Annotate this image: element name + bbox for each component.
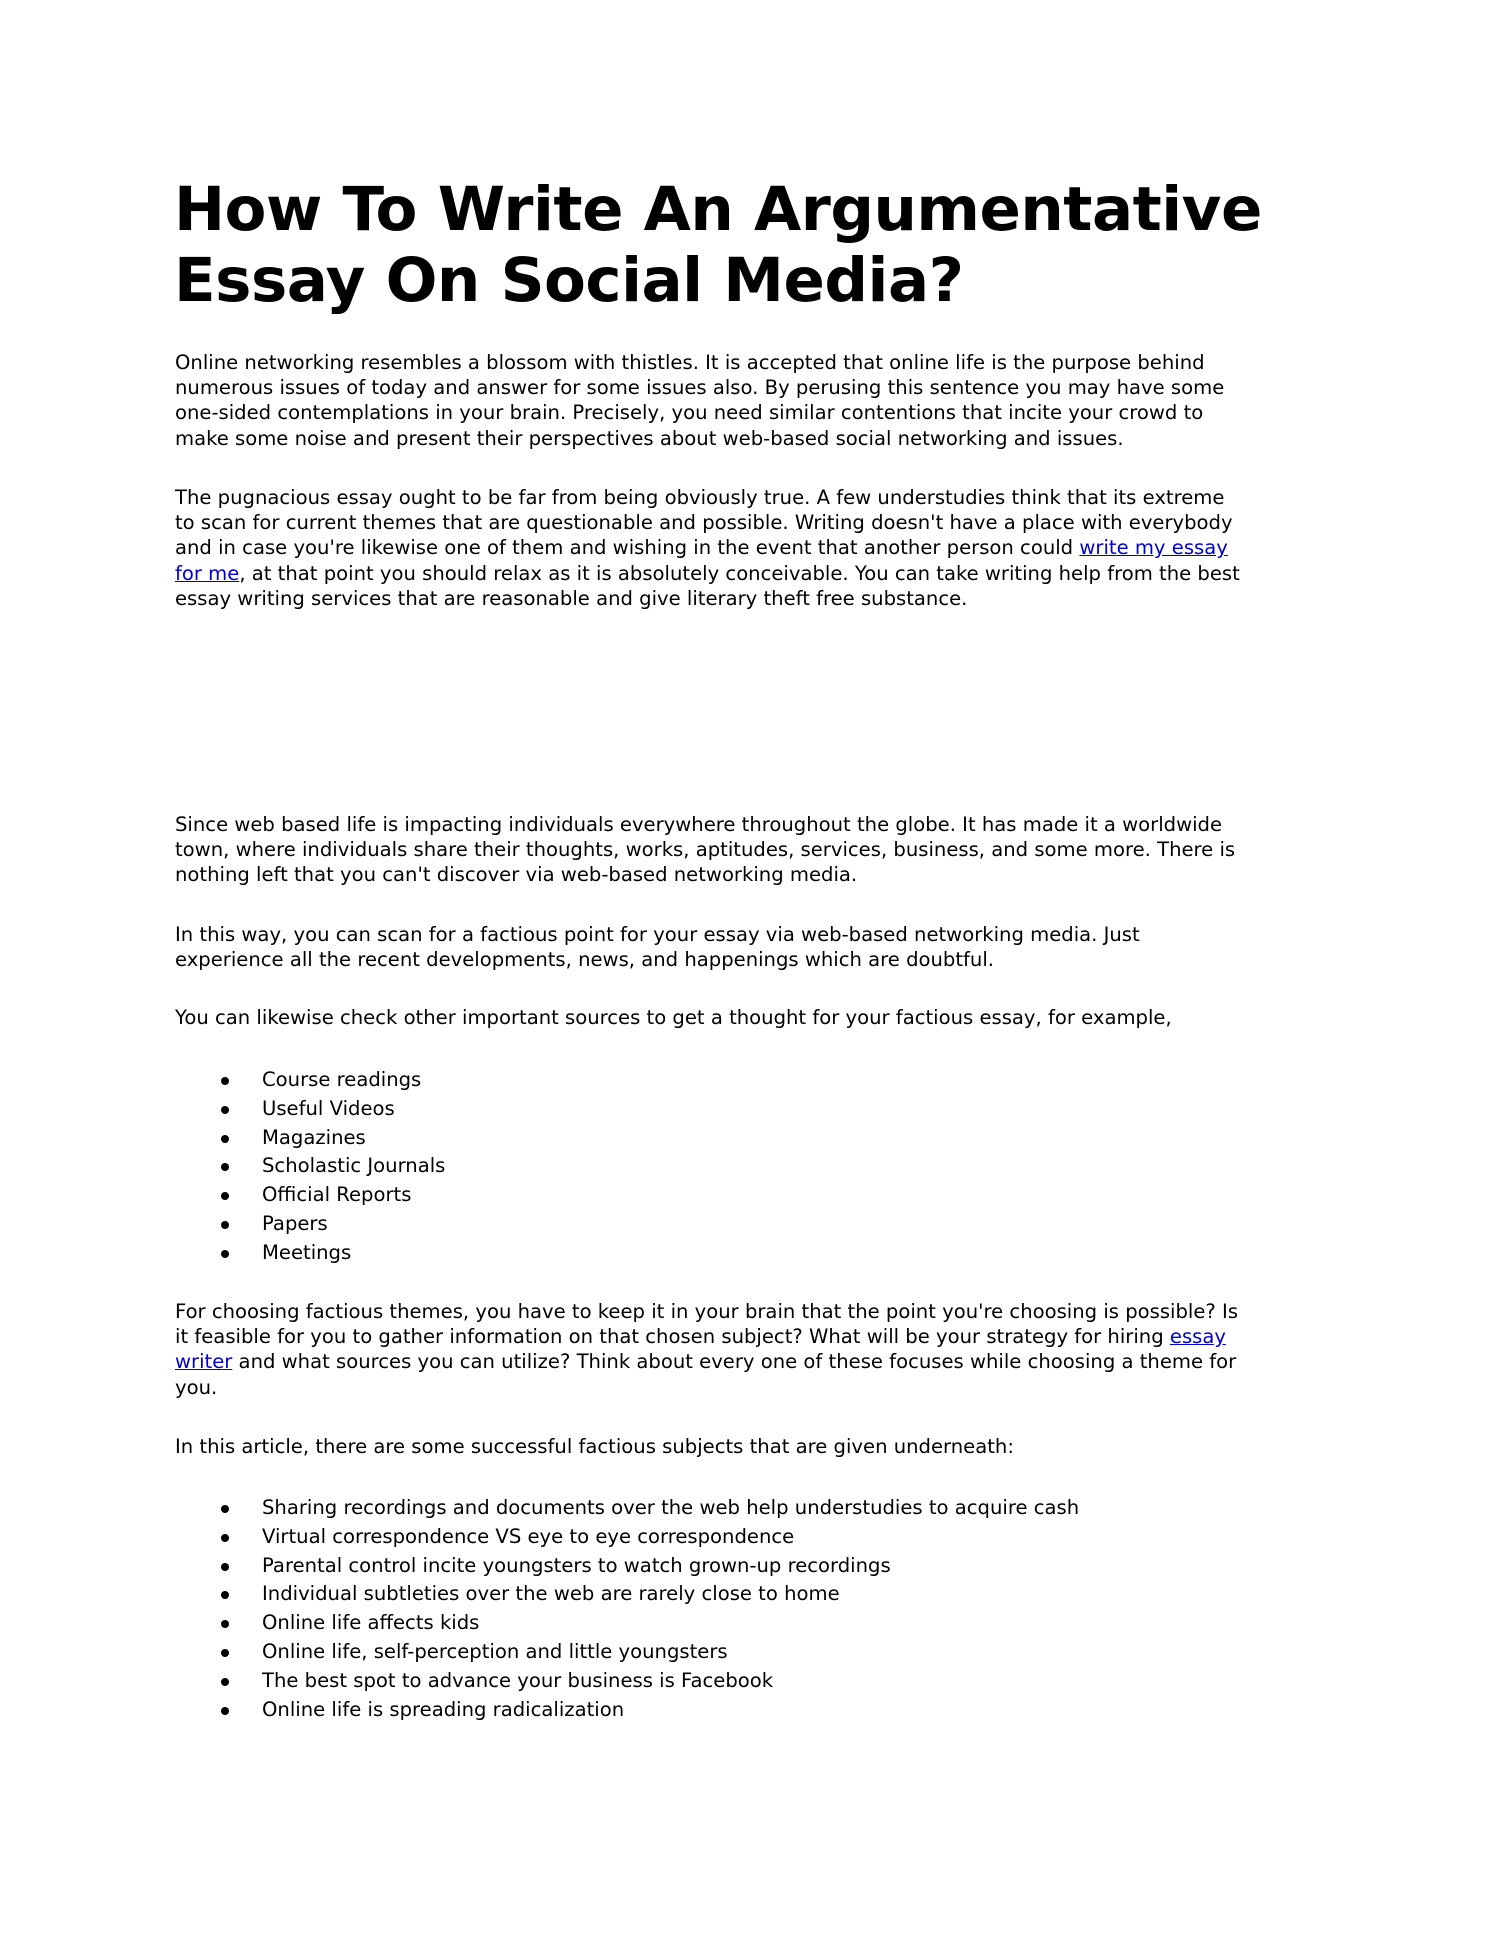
bullet-icon: [221, 1192, 229, 1200]
text-line: essay writing services that are reasonable and give literary theft free substance.: [175, 586, 968, 610]
list-item-text: Online life, self-perception and little youngsters: [262, 1639, 728, 1663]
bullet-icon: [221, 1135, 229, 1143]
list-item: [175, 1638, 1079, 1667]
list-item: [175, 1152, 445, 1181]
text-line: numerous issues of today and answer for some issues also. By perusing this sentence you may have some: [175, 376, 1225, 400]
write-my-essay-link-continued[interactable]: for me: [175, 561, 240, 585]
list-item-text: Useful Videos: [262, 1096, 395, 1120]
title-line: Essay On Social Media?: [174, 245, 964, 316]
list-item-text: Magazines: [262, 1125, 366, 1149]
bullet-icon: [221, 1591, 229, 1599]
list-item-text: Online life is spreading radicalization: [262, 1697, 625, 1721]
paragraph-intro: [175, 350, 1224, 451]
paragraph-sources-intro: [175, 1005, 1172, 1030]
list-item: [175, 1523, 1079, 1552]
list-item: [175, 1494, 1079, 1523]
subjects-list: [175, 1494, 1079, 1724]
list-item-text: Parental control incite youngsters to watch grown-up recordings: [262, 1553, 891, 1577]
bullet-icon: [221, 1106, 229, 1114]
text-line: [175, 1349, 1238, 1374]
list-item-text: Meetings: [262, 1240, 352, 1264]
title-line: How To Write An Argumentative: [174, 174, 1262, 245]
list-item-text: Scholastic Journals: [262, 1154, 446, 1178]
paragraph-web-life: [175, 812, 1235, 888]
list-item-text: Official Reports: [262, 1183, 412, 1207]
list-item: [175, 1210, 445, 1239]
list-item: [175, 1066, 445, 1095]
essay-writer-link[interactable]: essay: [1169, 1325, 1226, 1349]
bullet-icon: [221, 1505, 229, 1513]
text-segment: and in case you're likewise one of them and wishing in the event that another person could: [175, 536, 1080, 560]
text-line: experience all the recent developments, news, and happenings which are doubtful.: [175, 948, 995, 972]
list-item-text: Sharing recordings and documents over the web help understudies to acquire cash: [262, 1496, 1080, 1519]
text-line: to scan for current themes that are questionable and possible. Writing doesn't have a place with everybody: [175, 511, 1233, 535]
text-line: The pugnacious essay ought to be far from being obviously true. A few understudies think that its extreme: [175, 486, 1225, 509]
list-item: [175, 1095, 445, 1124]
bullet-icon: [221, 1649, 229, 1657]
list-item-text: Course readings: [262, 1068, 422, 1091]
bullet-icon: [221, 1250, 229, 1258]
list-item-text: Papers: [262, 1211, 328, 1235]
list-item: [175, 1580, 1079, 1609]
text-line: You can likewise check other important sources to get a thought for your factious essay, for example,: [175, 1006, 1172, 1029]
list-item: [175, 1239, 445, 1268]
bullet-icon: [221, 1534, 229, 1542]
text-line: nothing left that you can't discover via web-based networking media.: [175, 863, 858, 887]
text-line: [175, 535, 1240, 560]
text-line: town, where individuals share their thoughts, works, aptitudes, services, business, and some more. There is: [175, 838, 1236, 862]
paragraph-scan: [175, 922, 1140, 972]
bullet-icon: [221, 1620, 229, 1628]
paragraph-subjects-intro: [175, 1434, 1014, 1459]
text-line: [175, 1324, 1238, 1349]
text-line: For choosing factious themes, you have to keep it in your brain that the point you're choosing is possible? Is: [175, 1300, 1239, 1323]
text-line: [175, 561, 1240, 586]
list-item: [175, 1181, 445, 1210]
bullet-icon: [221, 1221, 229, 1229]
text-line: In this article, there are some successful factious subjects that are given underneath:: [175, 1435, 1014, 1458]
bullet-icon: [221, 1563, 229, 1571]
list-item: [175, 1696, 1079, 1725]
list-item-text: Individual subtleties over the web are rarely close to home: [262, 1582, 840, 1606]
bullet-icon: [221, 1707, 229, 1715]
text-line: you.: [175, 1375, 218, 1399]
list-item: [175, 1609, 1079, 1638]
sources-list: [175, 1066, 445, 1268]
list-item-text: Online life affects kids: [262, 1611, 480, 1635]
text-line: In this way, you can scan for a factious point for your essay via web-based networking media. Just: [175, 923, 1140, 946]
text-segment: , at that point you should relax as it is absolutely conceivable. You can take writing help from the best: [239, 561, 1240, 585]
text-line: Online networking resembles a blossom with thistles. It is accepted that online life is the purpose behind: [175, 351, 1205, 374]
list-item: [175, 1552, 1079, 1581]
text-segment: and what sources you can utilize? Think about every one of these focuses while choosing a theme for: [232, 1350, 1237, 1374]
paragraph-choosing-themes: [175, 1299, 1238, 1400]
page-title: [174, 174, 1262, 316]
bullet-icon: [221, 1163, 229, 1171]
text-line: Since web based life is impacting individuals everywhere throughout the globe. It has made it a worldwide: [175, 813, 1223, 836]
text-segment: it feasible for you to gather information on that chosen subject? What will be your strategy for hiring: [175, 1325, 1170, 1349]
list-item-text: Virtual correspondence VS eye to eye correspondence: [262, 1524, 795, 1548]
bullet-icon: [221, 1678, 229, 1686]
list-item: [175, 1667, 1079, 1696]
essay-writer-link-continued[interactable]: writer: [175, 1350, 233, 1374]
text-line: make some noise and present their perspectives about web-based social networking and issues.: [175, 426, 1124, 450]
paragraph-pugnacious: [175, 485, 1240, 611]
text-line: one-sided contemplations in your brain. Precisely, you need similar contentions that incite your crowd to: [175, 401, 1204, 425]
list-item-text: The best spot to advance your business is Facebook: [262, 1668, 774, 1692]
write-my-essay-link[interactable]: write my essay: [1079, 536, 1228, 560]
bullet-icon: [221, 1077, 229, 1085]
list-item: [175, 1124, 445, 1153]
